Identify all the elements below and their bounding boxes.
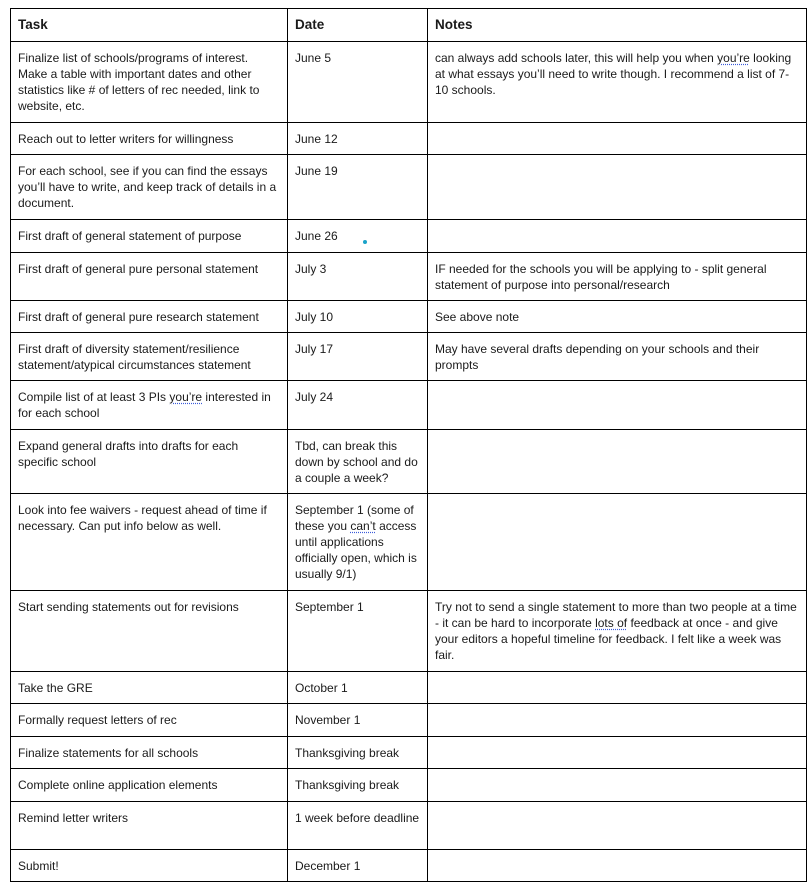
notes-cell: See above note — [428, 301, 807, 333]
table-row — [11, 42, 807, 123]
notes-text: looking at what essays you’ll need to write though. I recommend a list of 7-10 schools. — [435, 51, 792, 97]
date-cell: July 10 — [288, 301, 428, 333]
table-row — [11, 802, 807, 850]
spellcheck-flagged-word[interactable]: can’t — [350, 519, 376, 533]
notes-cell — [428, 42, 807, 123]
spellcheck-flagged-word[interactable]: you’re — [169, 390, 203, 404]
notes-text: feedback at once - and give your editors a hopeful timeline for feedback. I felt like a week was fair. — [435, 616, 782, 662]
task-cell: Reach out to letter writers for willingness — [11, 123, 288, 155]
table-row — [11, 301, 807, 333]
notes-header: Notes — [428, 9, 807, 42]
task-cell: First draft of general pure research statement — [11, 301, 288, 333]
table-row — [11, 123, 807, 155]
task-cell: First draft of general statement of purpose — [11, 220, 288, 253]
table-row — [11, 494, 807, 591]
notes-text: Try not to send a single statement to more than two people at a time - it can be hard to incorporate — [435, 600, 797, 630]
spellcheck-flagged-word[interactable]: you’re — [717, 51, 750, 65]
table-row — [11, 591, 807, 672]
notes-cell — [428, 802, 807, 850]
notes-cell — [428, 591, 807, 672]
task-cell: Finalize statements for all schools — [11, 737, 288, 769]
date-cell: June 5 — [288, 42, 428, 123]
task-cell: Remind letter writers — [11, 802, 288, 850]
date-cell: Thanksgiving break — [288, 769, 428, 802]
task-cell: Start sending statements out for revisions — [11, 591, 288, 672]
notes-cell — [428, 155, 807, 220]
task-cell: Take the GRE — [11, 672, 288, 704]
notes-cell — [428, 220, 807, 253]
date-cell — [288, 494, 428, 591]
header-row — [11, 9, 807, 42]
table-row — [11, 333, 807, 381]
task-cell: Submit! — [11, 850, 288, 882]
table-row — [11, 220, 807, 253]
date-header: Date — [288, 9, 428, 42]
task-cell: Formally request letters of rec — [11, 704, 288, 737]
notes-cell — [428, 430, 807, 494]
notes-cell — [428, 737, 807, 769]
table-row — [11, 769, 807, 802]
task-cell: First draft of diversity statement/resilience statement/atypical circumstances statement — [11, 333, 288, 381]
date-cell: December 1 — [288, 850, 428, 882]
table-row — [11, 155, 807, 220]
notes-cell — [428, 704, 807, 737]
table-row — [11, 850, 807, 882]
table-row — [11, 253, 807, 301]
cursor-marker-dot — [363, 240, 367, 244]
notes-cell — [428, 769, 807, 802]
spellcheck-flagged-word[interactable]: lots of — [595, 616, 628, 630]
task-text: interested in for each school — [18, 390, 271, 420]
notes-cell — [428, 494, 807, 591]
task-cell: Complete online application elements — [11, 769, 288, 802]
date-cell: Tbd, can break this down by school and do a couple a week? — [288, 430, 428, 494]
table-row — [11, 430, 807, 494]
task-cell: Finalize list of schools/programs of interest. Make a table with important dates and other statistics like # of letters of rec needed, link to website, etc. — [11, 42, 288, 123]
date-text: access until applications officially open, which is usually 9/1) — [295, 519, 417, 581]
date-cell: 1 week before deadline — [288, 802, 428, 850]
notes-cell — [428, 123, 807, 155]
task-cell: First draft of general pure personal statement — [11, 253, 288, 301]
date-cell: June 26 — [288, 220, 428, 253]
notes-cell: May have several drafts depending on your schools and their prompts — [428, 333, 807, 381]
task-cell — [11, 381, 288, 430]
task-header: Task — [11, 9, 288, 42]
notes-cell: IF needed for the schools you will be applying to - split general statement of purpose into personal/research — [428, 253, 807, 301]
table-row — [11, 704, 807, 737]
date-cell: September 1 — [288, 591, 428, 672]
date-cell: October 1 — [288, 672, 428, 704]
application-timeline-table — [10, 8, 807, 882]
date-cell: Thanksgiving break — [288, 737, 428, 769]
notes-cell — [428, 850, 807, 882]
task-cell: Look into fee waivers - request ahead of time if necessary. Can put info below as well. — [11, 494, 288, 591]
date-text: September 1 (some of these you — [295, 503, 414, 533]
table-row — [11, 381, 807, 430]
notes-text: can always add schools later, this will help you when — [435, 51, 718, 65]
date-cell: November 1 — [288, 704, 428, 737]
task-cell: For each school, see if you can find the essays you’ll have to write, and keep track of details in a document. — [11, 155, 288, 220]
date-cell: June 12 — [288, 123, 428, 155]
notes-cell — [428, 672, 807, 704]
date-cell: June 19 — [288, 155, 428, 220]
date-cell: July 3 — [288, 253, 428, 301]
notes-cell — [428, 381, 807, 430]
task-cell: Expand general drafts into drafts for each specific school — [11, 430, 288, 494]
date-cell: July 17 — [288, 333, 428, 381]
table-row — [11, 737, 807, 769]
date-cell: July 24 — [288, 381, 428, 430]
table-row — [11, 672, 807, 704]
task-text: Compile list of at least 3 PIs — [18, 390, 170, 404]
